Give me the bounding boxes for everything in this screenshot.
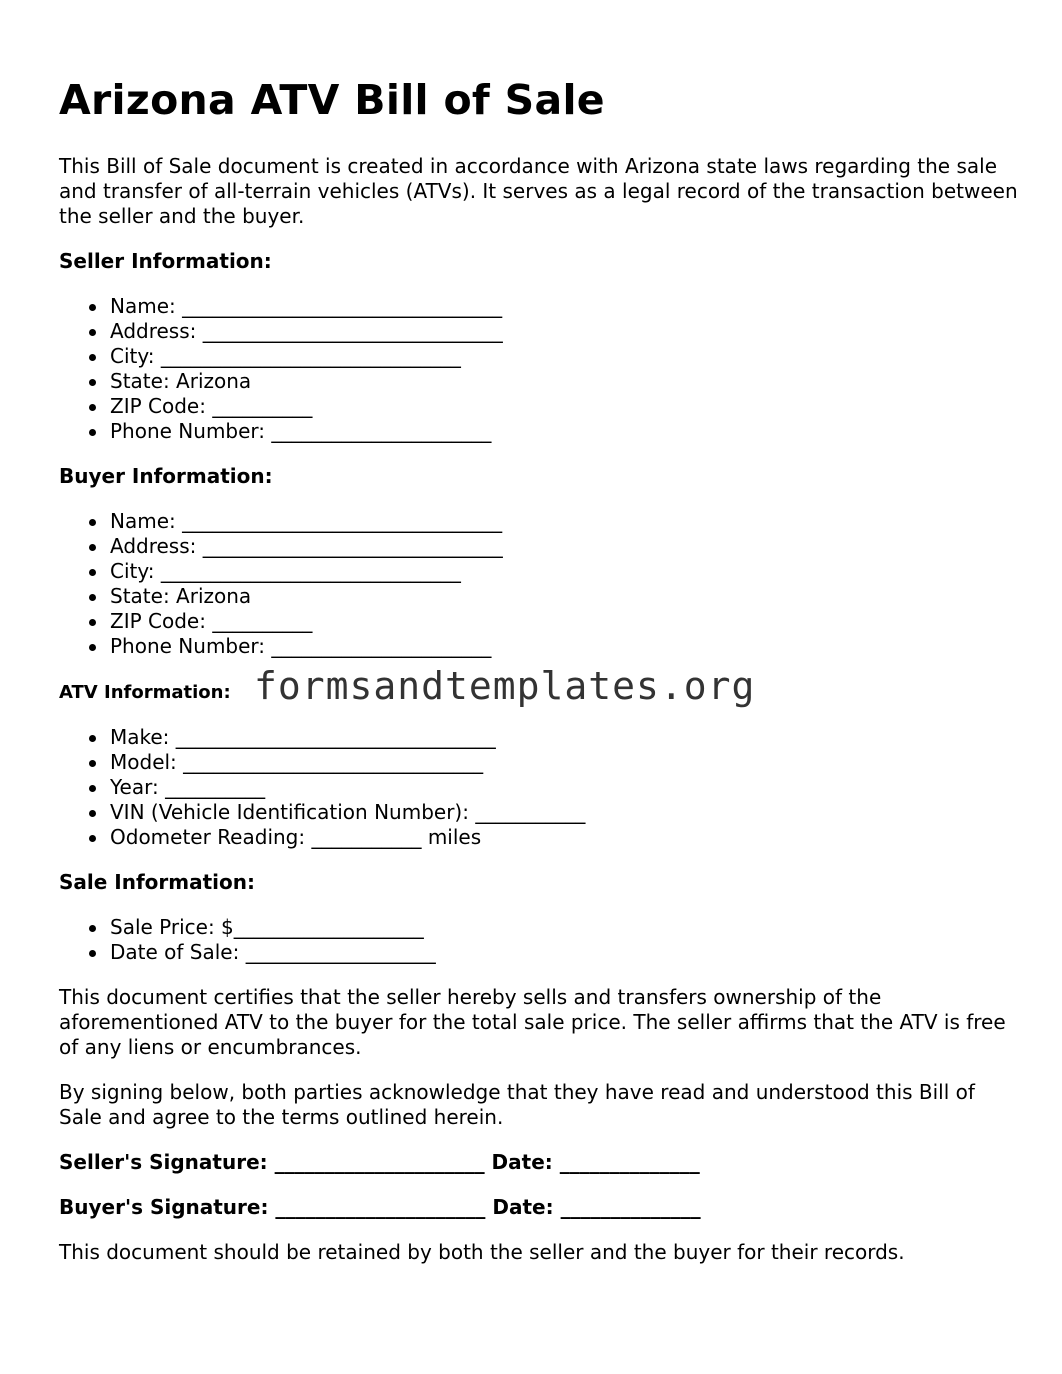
atv-heading: ATV Information: <box>59 682 231 703</box>
intro-paragraph: This Bill of Sale document is created in accordance with Arizona state laws regarding the sale and transfer of all-terrain vehicles (ATVs). It serves as a legal record of the transaction between the seller and the buyer. <box>59 154 1018 228</box>
buyer-state-item: State: Arizona <box>59 584 1019 609</box>
atv-model-item: Model: ______________________________ <box>59 750 1019 775</box>
watermark-text: formsandtemplates.org <box>254 664 756 708</box>
seller-heading: Seller Information: <box>59 249 272 273</box>
buyer-heading: Buyer Information: <box>59 464 273 488</box>
document-page <box>59 72 1019 1285</box>
buyer-phone-item: Phone Number: ______________________ <box>59 634 1019 659</box>
buyer-list <box>59 509 1019 659</box>
seller-name-item: Name: ________________________________ <box>59 294 1019 319</box>
atv-make-item: Make: ________________________________ <box>59 725 1019 750</box>
seller-city-item: City: ______________________________ <box>59 344 1019 369</box>
atv-list <box>59 725 1019 850</box>
certify-paragraph: This document certifies that the seller hereby sells and transfers ownership of the aforementioned ATV to the buyer for the total sale price. The seller affirms that the ATV is free of any liens or encumbrances. <box>59 985 1006 1059</box>
sale-price-item: Sale Price: $___________________ <box>59 915 1019 940</box>
buyer-city-item: City: ______________________________ <box>59 559 1019 584</box>
acknowledge-paragraph: By signing below, both parties acknowledge that they have read and understood this Bill of Sale and agree to the terms outlined herein. <box>59 1080 975 1129</box>
atv-vin-item: VIN (Vehicle Identification Number): ___________ <box>59 800 1019 825</box>
page-title: Arizona ATV Bill of Sale <box>59 76 605 124</box>
sale-heading: Sale Information: <box>59 870 255 894</box>
atv-odometer-item: Odometer Reading: ___________ miles <box>59 825 1019 850</box>
atv-heading-row <box>59 664 1019 708</box>
sale-date-item: Date of Sale: ___________________ <box>59 940 1019 965</box>
retain-paragraph: This document should be retained by both the seller and the buyer for their records. <box>59 1240 905 1264</box>
seller-signature-line: Seller's Signature: _____________________ Date: ______________ <box>59 1150 700 1174</box>
buyer-zip-item: ZIP Code: __________ <box>59 609 1019 634</box>
seller-list <box>59 294 1019 444</box>
buyer-address-item: Address: ______________________________ <box>59 534 1019 559</box>
sale-list <box>59 915 1019 965</box>
seller-phone-item: Phone Number: ______________________ <box>59 419 1019 444</box>
atv-year-item: Year: __________ <box>59 775 1019 800</box>
seller-zip-item: ZIP Code: __________ <box>59 394 1019 419</box>
buyer-name-item: Name: ________________________________ <box>59 509 1019 534</box>
seller-address-item: Address: ______________________________ <box>59 319 1019 344</box>
buyer-signature-line: Buyer's Signature: _____________________ Date: ______________ <box>59 1195 701 1219</box>
seller-state-item: State: Arizona <box>59 369 1019 394</box>
